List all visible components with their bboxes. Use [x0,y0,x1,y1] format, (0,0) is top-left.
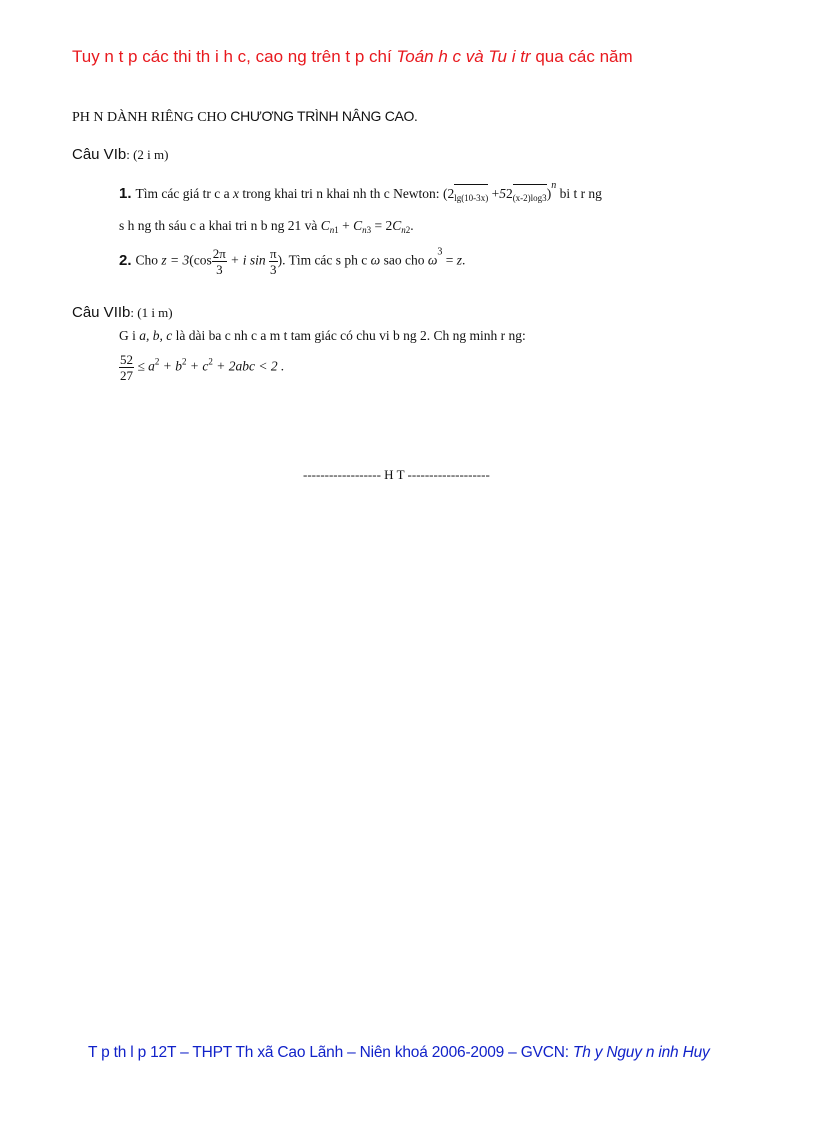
ineq-numerator: 52 [120,352,133,367]
cos-label: cos [193,252,212,268]
binomial-c-1: C [320,218,330,233]
plus-i-sin: + i sin [226,252,269,268]
section-heading [72,108,418,126]
z-rhs: z [456,252,463,268]
item-2-text-b: . Tìm các s ph c [282,252,371,268]
fraction-1-denominator: 3 [216,262,223,277]
binomial-c-2: C [353,218,363,233]
expr-exponent-1-var: x [480,193,486,203]
expr-base-2: 2 [505,186,513,201]
question-7-statement [119,328,526,344]
fraction-2-numerator: π [269,246,277,261]
binomial-c-1-n: n [329,225,335,235]
document-footer [88,1044,710,1062]
section-title: CHƯƠNG TRÌNH NÂNG CAO [230,108,415,124]
question-6-item-1-line-2 [119,218,414,235]
item-2-equals: = [442,252,457,268]
question-7-points: : (1 i m) [130,305,173,320]
q7-text-a: G i [119,328,140,343]
binomial-c-3-k: 2 [405,225,411,235]
omega-symbol: ω [370,252,381,268]
footer-teacher: Th y Nguy n inh Huy [572,1044,710,1061]
binomial-equals: = 2 [371,218,393,233]
question-6-item-1 [119,180,602,203]
expr-exponent-1-close: ) [485,193,489,203]
newton-expression: $(2_{lg(10-3x)} +52_{(x-2)log3})^n$ [442,180,557,203]
question-7-title: Câu VIIb [72,304,131,321]
fraction-52-27 [119,352,134,383]
binomial-c-1-k: 1 [334,225,339,235]
ineq-b: + b [159,358,183,374]
header-prefix: Tuy n t p các thi th i h c, cao ng trên t p chí [72,47,397,66]
section-prefix: PH N DÀNH RIÊNG CHO [72,110,231,125]
expr-plus: + [491,186,500,201]
expr-exponent-1: lg(10-3 [454,193,481,203]
ineq-a-square: 2 [154,356,160,367]
question-6-item-2: 2. Cho z = 3(cos $\frac{2\pi}{3}$ + i sin $\frac{\pi}{3}$ ). Tìm các s ph c ω sao cho $\omega^3 = z$. [119,246,466,277]
expr-base-1: 2 [447,186,455,201]
item-1-end: . [410,218,414,233]
ineq-b-square: 2 [182,356,187,367]
z-equals: z = 3 [161,252,190,268]
ineq-rest: + 2abc < 2 . [212,358,285,374]
expr-root-index: 5 [499,186,506,201]
binomial-plus: + [338,218,354,233]
ineq-denominator: 27 [120,368,133,383]
item-2-text-c: sao cho [380,252,428,268]
ineq-a: ≤ a [134,358,155,374]
omega-lhs: ω [427,252,438,268]
item-1-text-b: trong khai tri n khai nh th c Newton: [238,186,443,201]
fraction-2-denominator: 3 [270,262,277,277]
section-dot: . [414,110,418,125]
end-marker: ------------------ H T ------------------- [303,467,490,482]
item-1-line-2-text: s h ng th sáu c a khai tri n b ng 21 và [119,218,321,233]
binomial-c-3: C [392,218,402,233]
item-2-end: . [462,252,466,268]
item-2-text-a: Cho [135,252,162,268]
header-suffix: qua các năm [530,47,633,66]
q7-vars: a, b, c [139,328,173,343]
fraction-2pi-3 [212,246,227,277]
binomial-c-2-k: 3 [366,225,372,235]
item-1-var: x [232,186,239,201]
question-6-points: : (2 i m) [126,147,169,162]
binomial-c-2-n: n [362,225,367,235]
item-1-text-a: Tìm các giá tr c a [135,186,233,201]
ineq-c-square: 2 [208,356,213,367]
question-6-title: Câu VIb [72,146,127,163]
expr-exponent-2: (x-2)log3 [512,193,547,203]
footer-prefix: T p th l p 12T – THPT Th xã Cao Lãnh – Niên khoá 2006-2009 – GVCN: [88,1044,573,1061]
ineq-c: + c [186,358,209,374]
journal-name: Toán h c và Tu i tr [396,47,531,66]
question-7-inequality [119,352,284,383]
question-7-heading [72,304,173,322]
item-1-text-c: bi t r ng [559,186,602,201]
fraction-pi-3 [269,246,278,277]
item-2-number: 2. [119,251,132,269]
fraction-1-numerator: 2π [212,246,226,261]
expr-power-n: n [551,180,557,191]
question-6-heading [72,146,168,164]
q7-text-b: là dài ba c nh c a m t tam giác có chu vi b ng 2. Ch ng minh r ng: [172,328,526,343]
item-1-number: 1. [119,185,132,202]
document-header [72,47,633,67]
binomial-c-3-n: n [401,225,406,235]
